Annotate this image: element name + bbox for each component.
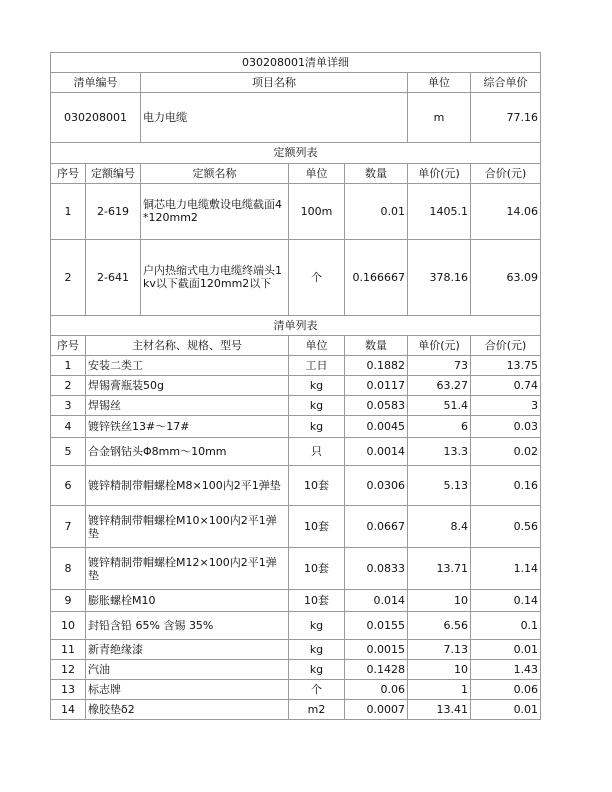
material-qty: 0.0833 xyxy=(345,548,408,590)
material-name-header: 主材名称、规格、型号 xyxy=(86,336,289,356)
material-unit: kg xyxy=(289,612,345,640)
material-name: 橡胶垫δ2 xyxy=(86,700,289,720)
bill-detail-sheet xyxy=(50,52,540,720)
material-name: 镀锌精制带帽螺栓M8×100内2平1弹垫 xyxy=(86,466,289,506)
material-price: 63.27 xyxy=(408,376,471,396)
material-qty: 0.0014 xyxy=(345,438,408,466)
material-seq: 9 xyxy=(51,590,86,612)
material-row xyxy=(51,438,541,466)
material-qty: 0.0117 xyxy=(345,376,408,396)
material-price: 13.41 xyxy=(408,700,471,720)
quota-name: 铜芯电力电缆敷设电缆截面4*120mm2 xyxy=(141,183,289,239)
quota-unit: 100m xyxy=(289,183,345,239)
quota-price-header: 单价(元) xyxy=(408,163,471,183)
material-name: 镀锌精制带帽螺栓M10×100内2平1弹垫 xyxy=(86,506,289,548)
material-seq: 2 xyxy=(51,376,86,396)
material-unit: 10套 xyxy=(289,506,345,548)
quota-total: 63.09 xyxy=(471,239,541,315)
material-qty: 0.0667 xyxy=(345,506,408,548)
bill-name-header: 项目名称 xyxy=(141,73,408,93)
material-qty: 0.0155 xyxy=(345,612,408,640)
material-total: 0.56 xyxy=(471,506,541,548)
material-row xyxy=(51,680,541,700)
bill-unit-value: m xyxy=(408,93,471,143)
material-qty: 0.0015 xyxy=(345,640,408,660)
material-row xyxy=(51,376,541,396)
material-name: 新青绝缘漆 xyxy=(86,640,289,660)
quota-price: 378.16 xyxy=(408,239,471,315)
material-total: 0.06 xyxy=(471,680,541,700)
material-total: 0.03 xyxy=(471,416,541,438)
quota-section-title: 定额列表 xyxy=(51,143,541,163)
material-total: 0.1 xyxy=(471,612,541,640)
material-unit: 个 xyxy=(289,680,345,700)
material-total: 0.14 xyxy=(471,590,541,612)
quota-name: 户内热缩式电力电缆终端头1kv以下截面120mm2以下 xyxy=(141,239,289,315)
material-price: 5.13 xyxy=(408,466,471,506)
material-seq: 4 xyxy=(51,416,86,438)
material-row xyxy=(51,356,541,376)
material-qty: 0.1882 xyxy=(345,356,408,376)
material-unit: 10套 xyxy=(289,548,345,590)
quota-qty: 0.01 xyxy=(345,183,408,239)
quota-seq: 2 xyxy=(51,239,86,315)
bill-unit-header: 单位 xyxy=(408,73,471,93)
material-seq: 14 xyxy=(51,700,86,720)
material-price: 1 xyxy=(408,680,471,700)
material-price: 73 xyxy=(408,356,471,376)
material-seq-header: 序号 xyxy=(51,336,86,356)
bill-price-value: 77.16 xyxy=(471,93,541,143)
material-total: 3 xyxy=(471,396,541,416)
material-unit: kg xyxy=(289,396,345,416)
material-price: 13.71 xyxy=(408,548,471,590)
material-price: 13.3 xyxy=(408,438,471,466)
material-row xyxy=(51,506,541,548)
material-name: 焊锡膏瓶装50g xyxy=(86,376,289,396)
bill-summary-table xyxy=(50,52,541,143)
material-unit: kg xyxy=(289,376,345,396)
material-unit: 10套 xyxy=(289,466,345,506)
material-total: 1.43 xyxy=(471,660,541,680)
material-qty: 0.0007 xyxy=(345,700,408,720)
material-price: 6.56 xyxy=(408,612,471,640)
material-qty: 0.06 xyxy=(345,680,408,700)
material-qty: 0.1428 xyxy=(345,660,408,680)
bill-price-header: 综合单价 xyxy=(471,73,541,93)
quota-total: 14.06 xyxy=(471,183,541,239)
material-qty: 0.0045 xyxy=(345,416,408,438)
quota-price: 1405.1 xyxy=(408,183,471,239)
sheet-title: 030208001清单详细 xyxy=(51,53,541,73)
material-name: 标志牌 xyxy=(86,680,289,700)
quota-unit-header: 单位 xyxy=(289,163,345,183)
material-price: 6 xyxy=(408,416,471,438)
material-row xyxy=(51,612,541,640)
material-name: 合金钢钻头Φ8mm～10mm xyxy=(86,438,289,466)
bill-code-value: 030208001 xyxy=(51,93,141,143)
material-row xyxy=(51,640,541,660)
quota-row xyxy=(51,239,541,315)
material-seq: 13 xyxy=(51,680,86,700)
quota-code: 2-641 xyxy=(86,239,141,315)
material-unit: m2 xyxy=(289,700,345,720)
quota-seq-header: 序号 xyxy=(51,163,86,183)
material-section-title: 清单列表 xyxy=(51,316,541,336)
material-unit: 工日 xyxy=(289,356,345,376)
material-qty: 0.0306 xyxy=(345,466,408,506)
material-table xyxy=(50,316,541,721)
material-seq: 7 xyxy=(51,506,86,548)
material-price-header: 单价(元) xyxy=(408,336,471,356)
material-name: 安装二类工 xyxy=(86,356,289,376)
material-name: 镀锌铁丝13#～17# xyxy=(86,416,289,438)
quota-code-header: 定额编号 xyxy=(86,163,141,183)
material-seq: 10 xyxy=(51,612,86,640)
material-price: 7.13 xyxy=(408,640,471,660)
material-price: 10 xyxy=(408,660,471,680)
material-row xyxy=(51,416,541,438)
quota-total-header: 合价(元) xyxy=(471,163,541,183)
material-total: 0.74 xyxy=(471,376,541,396)
material-total: 0.01 xyxy=(471,640,541,660)
material-qty: 0.0583 xyxy=(345,396,408,416)
material-total: 0.16 xyxy=(471,466,541,506)
material-seq: 8 xyxy=(51,548,86,590)
quota-qty: 0.166667 xyxy=(345,239,408,315)
material-price: 10 xyxy=(408,590,471,612)
material-qty: 0.014 xyxy=(345,590,408,612)
material-row xyxy=(51,466,541,506)
material-total: 0.02 xyxy=(471,438,541,466)
material-seq: 6 xyxy=(51,466,86,506)
material-price: 51.4 xyxy=(408,396,471,416)
bill-name-value: 电力电缆 xyxy=(141,93,408,143)
quota-row xyxy=(51,183,541,239)
quota-code: 2-619 xyxy=(86,183,141,239)
material-seq: 12 xyxy=(51,660,86,680)
material-row xyxy=(51,590,541,612)
material-name: 镀锌精制带帽螺栓M12×100内2平1弹垫 xyxy=(86,548,289,590)
material-row xyxy=(51,548,541,590)
quota-table xyxy=(50,143,541,316)
material-total: 13.75 xyxy=(471,356,541,376)
quota-seq: 1 xyxy=(51,183,86,239)
material-row xyxy=(51,396,541,416)
material-unit: kg xyxy=(289,416,345,438)
material-unit: kg xyxy=(289,660,345,680)
quota-qty-header: 数量 xyxy=(345,163,408,183)
quota-name-header: 定额名称 xyxy=(141,163,289,183)
quota-unit: 个 xyxy=(289,239,345,315)
material-name: 焊锡丝 xyxy=(86,396,289,416)
material-total-header: 合价(元) xyxy=(471,336,541,356)
material-name: 封铅含铅 65% 含锡 35% xyxy=(86,612,289,640)
material-price: 8.4 xyxy=(408,506,471,548)
material-unit: 只 xyxy=(289,438,345,466)
material-seq: 3 xyxy=(51,396,86,416)
bill-code-header: 清单编号 xyxy=(51,73,141,93)
material-unit: 10套 xyxy=(289,590,345,612)
material-name: 汽油 xyxy=(86,660,289,680)
material-seq: 5 xyxy=(51,438,86,466)
material-total: 0.01 xyxy=(471,700,541,720)
material-seq: 1 xyxy=(51,356,86,376)
material-unit-header: 单位 xyxy=(289,336,345,356)
material-total: 1.14 xyxy=(471,548,541,590)
material-unit: kg xyxy=(289,640,345,660)
material-row xyxy=(51,700,541,720)
material-seq: 11 xyxy=(51,640,86,660)
material-name: 膨胀螺栓M10 xyxy=(86,590,289,612)
material-row xyxy=(51,660,541,680)
material-qty-header: 数量 xyxy=(345,336,408,356)
